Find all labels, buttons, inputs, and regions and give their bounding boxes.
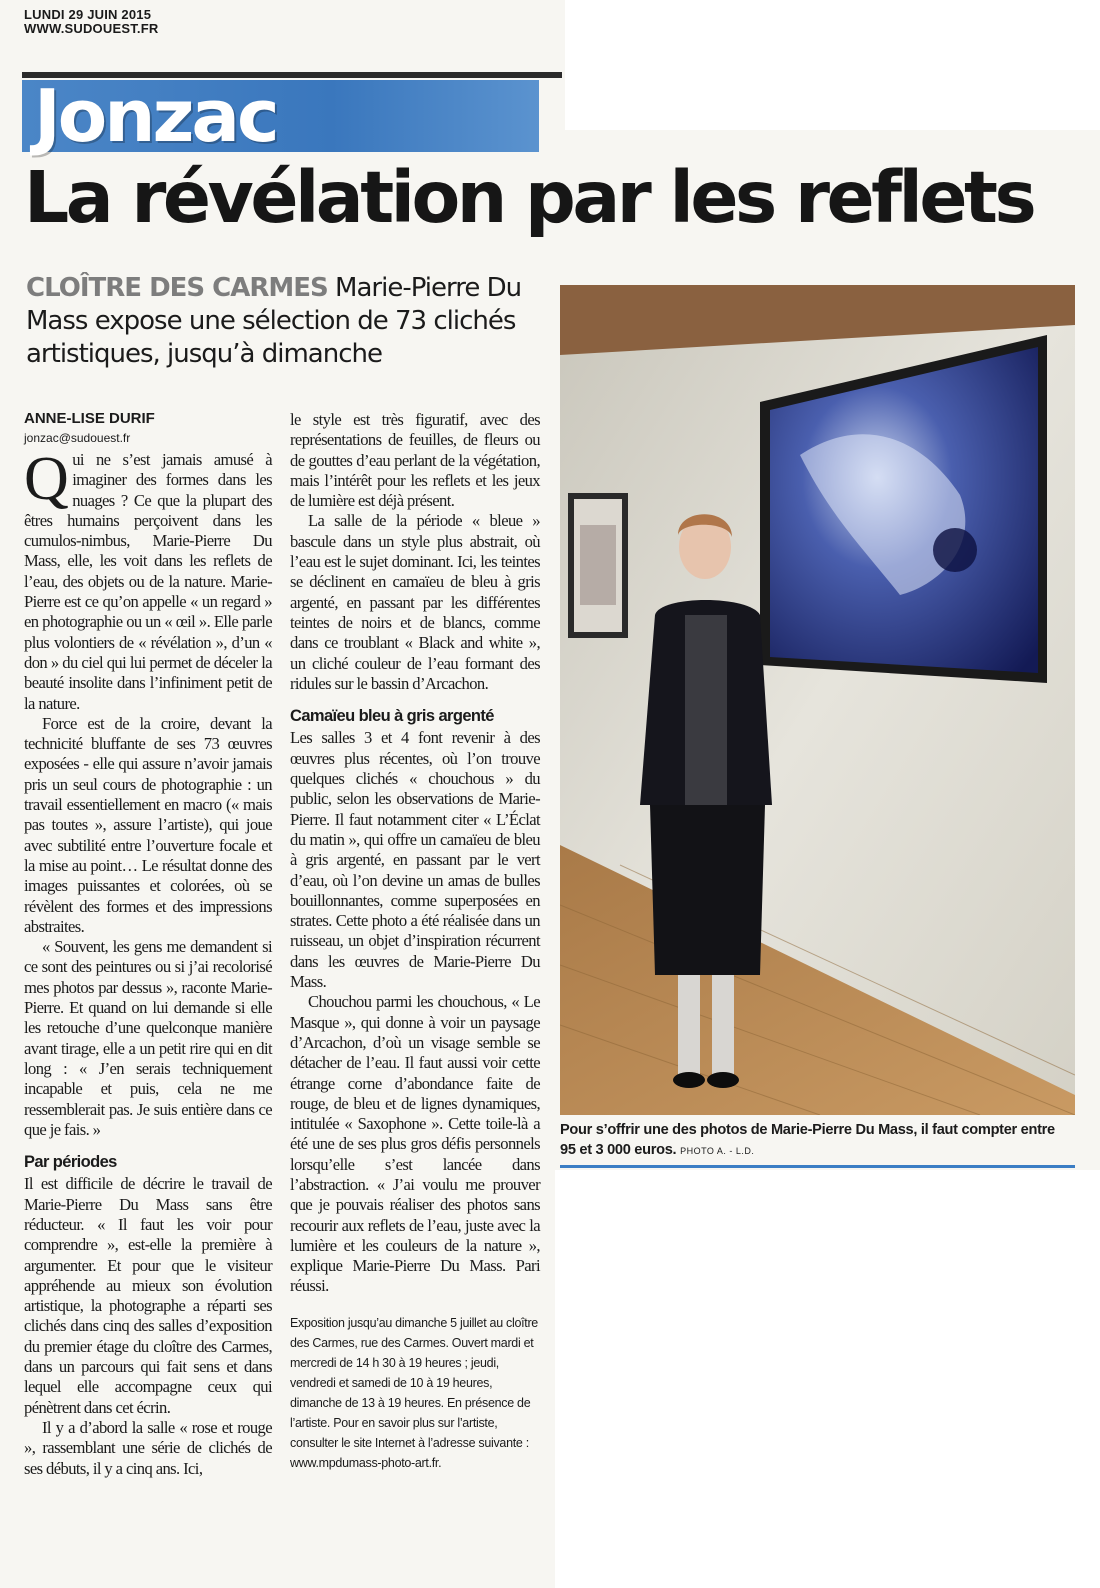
section-name: Jonzac [34,74,277,158]
paragraph-4: Il est difficile de décrire le travail de Marie-Pierre Du Mass sans être réducteur. « Il faut les voir pour comprendre », est-elle la première à argumenter. Et pour que le visiteur appréhende au mieux son évolution artistique, la photographe a réparti ses clichés dans cinq des salles d’exposition du premier étage du cloître des Carmes, dans un parcours qui fait sens et dans lequel elle accompagne ceux qui pénètrent dans cet écrin. [24,1174,272,1417]
subhead-kicker: CLOÎTRE DES CARMES [26,273,328,303]
paragraph-2: Force est de la croire, devant la technicité bluffante de ses 73 œuvres exposées - elle qui assure n’avoir jamais pris un seul cours de photographie : un travail essentiellement en macro (« mais pas toutes », assure l’artiste), qui joue avec subtilité entre l’ouverture focale et la mise au point… Le résultat donne des images puissantes et colorées, où se révèlent des formes et des impressions abstraites. [24,713,272,936]
intertitle-camaieu: Camaïeu bleu à gris argenté [290,707,494,726]
page-background-right [565,0,1100,130]
masthead-date: LUNDI 29 JUIN 2015 [24,7,152,22]
paragraph-7: Les salles 3 et 4 font revenir à des œuvres plus récentes, où l’on trouve quelques clichés « chouchous » du public, selon les observations de Marie-Pierre. Il faut notamment citer « L’Éclat du matin », qui offre un camaïeu de bleu à gris argenté, en passant par le vert d’eau, où l’on devine un amas de bulles bouillonnantes, comme superposées en strates. Cette photo a été réalisée dans un ruisseau, un objet d’inspiration récurrent dans les œuvres de Marie-Pierre Du Mass. [290,728,540,992]
paragraph-3: « Souvent, les gens me demandent si ce sont des peintures ou si j’ai recolorisé mes photos par dessus », raconte Marie-Pierre. Et quand on lui demande si elle les retouche d’une quelconque manière avant tirage, elle a un petit rire qui en dit long : « J’en serais techniquement incapable et puis, cela ne me ressemblerait pas. Je suis entière dans ce que je fais. » [24,937,272,1139]
photo-credit: PHOTO A. - L.D. [680,1146,755,1156]
paragraph-6: La salle de la période « bleue » bascule dans un style plus abstrait, où l’eau est le sujet dominant. Ici, les teintes se déclinent en camaïeu de bleu à gris argenté, en passant par les différentes teintes de noirs et de blancs, comme dans ce troublant « Black and white », un cliché couleur de l’eau formant des ridules sur le bassin d’Arcachon. [290,511,540,693]
caption-text: Pour s’offrir une des photos de Marie-Pierre Du Mass, il faut compter entre 95 et 3 000 euros. [560,1122,1055,1158]
photo-illustration [560,285,1075,1115]
article-photo [560,285,1075,1115]
caption-rule [560,1165,1075,1168]
paragraph-5b: le style est très figuratif, avec des représentations de feuilles, de fleurs ou de gouttes d’eau perlant de la végétation, mais l’intérêt pour les reflets et les jeux de lumière est déjà présent. [290,410,540,511]
byline-author: ANNE-LISE DURIF [24,410,155,427]
byline-email: jonzac@sudouest.fr [24,431,131,445]
paragraph-1-text: ui ne s’est jamais amusé à imaginer des formes dans les nuages ? Ce que la plupart des êtres humains perçoivent dans les cumulos-nimbus, Marie-Pierre Du Mass, elle, les voit dans les reflets de l’eau, des objets ou de la nature. Marie-Pierre est ce qu’on appelle « un regard » en photographie ou un « œil ». Elle parle plus volontiers de « révélation », d’un « don » du ciel qui lui permet de déceler la beauté insolite dans l’infiniment petit de la nature. [24,450,272,713]
paragraph-8: Chouchou parmi les chouchous, « Le Masque », qui donne à voir un paysage d’Arcachon, d’où un visage semble se détacher de l’eau. Il faut aussi voir cette étrange corne d’abondance faite de rouge, de bleu et de lignes dynamiques, intitulée « Saxophone ». Cette toile-là a été une de ses plus gros défis personnels lorsqu’elle s’est lancée dans l’abstraction. « J’ai voulu me prouver que je pouvais réaliser des photos sans recourir aux reflets de l’eau, juste avec la lumière et les couleurs de la nature », explique Marie-Pierre Du Mass. Pari réussi. [290,992,540,1296]
page-background-bottom [555,1170,1100,1588]
headline: La révélation par les reflets [24,156,1034,239]
paragraph-1 [24,445,272,714]
subhead-text: Marie-Pierre Du Mass expose une sélection de 73 clichés artistiques, jusqu’à dimanche [26,273,522,369]
info-box: Exposition jusqu’au dimanche 5 juillet au cloître des Carmes, rue des Carmes. Ouvert mardi et mercredi de 14 h 30 à 19 heures ; jeudi, vendredi et samedi de 10 à 19 heures, dimanche de 13 à 19 heures. En présence de l’artiste. Pour en savoir plus sur l’artiste, consulter le site Internet à l’adresse suivante : www.mpdumass-photo-art.fr. [290,1315,538,1470]
article-column-1 [24,445,272,1479]
section-band [22,74,539,158]
article-column-2 [290,410,540,1473]
subhead [26,272,546,371]
dropcap: Q [24,445,69,513]
masthead [24,8,158,36]
masthead-site: WWW.SUDOUEST.FR [24,21,159,36]
intertitle-par-periodes: Par périodes [24,1153,117,1172]
paragraph-5a: Il y a d’abord la salle « rose et rouge », rassemblant une série de clichés de ses débuts, il y a cinq ans. Ici, [24,1417,272,1478]
photo-caption [560,1120,1060,1161]
